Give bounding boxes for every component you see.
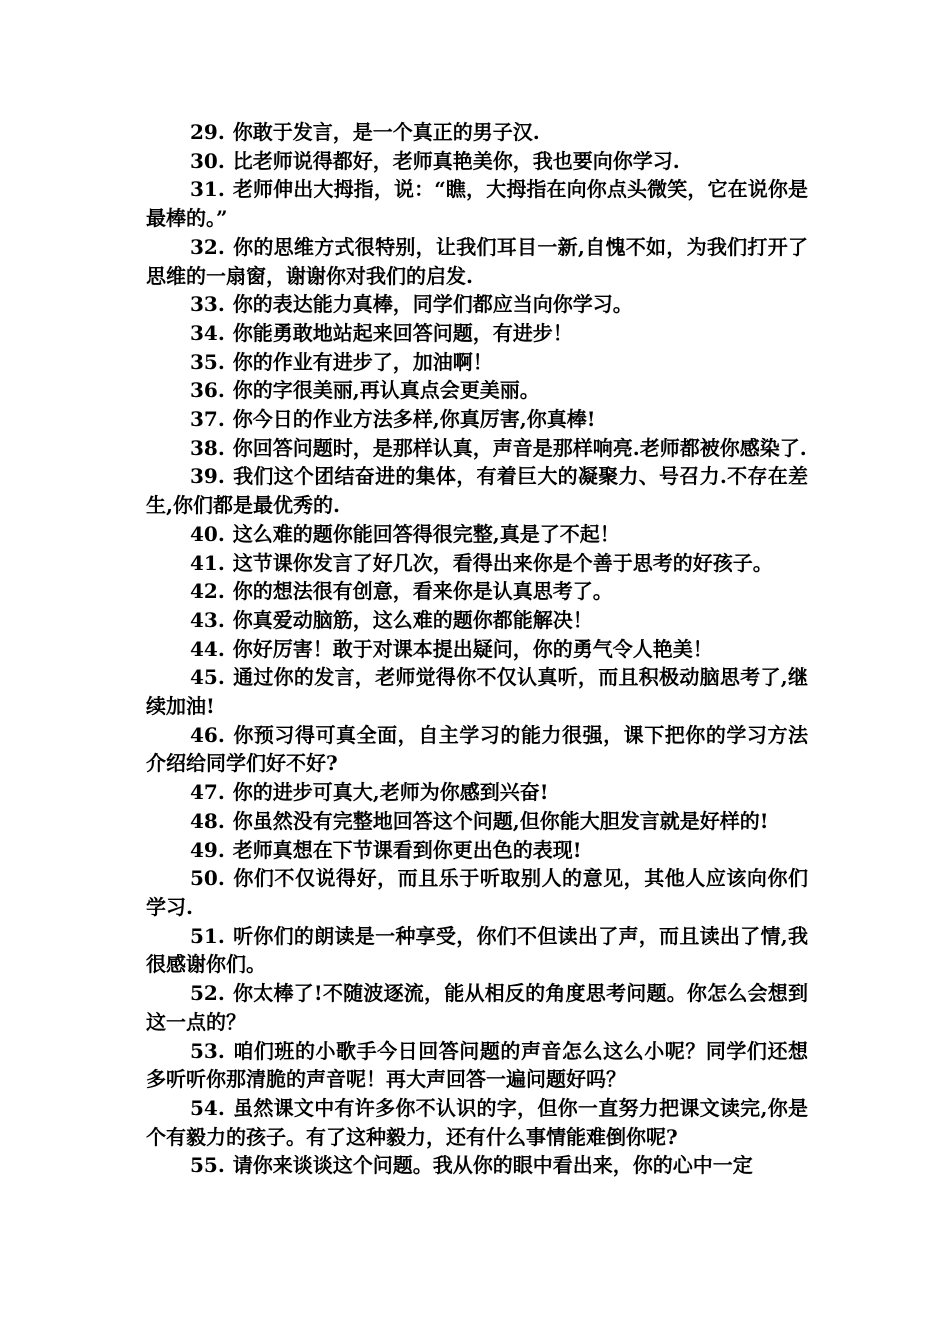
list-item — [146, 979, 808, 1036]
item-number: 41. — [190, 550, 225, 575]
item-text: 这么难的题你能回答得很完整,真是了不起！ — [232, 521, 620, 546]
item-number: 36. — [190, 378, 225, 403]
list-item — [146, 606, 808, 635]
list-item — [146, 405, 808, 434]
list-item — [146, 807, 808, 836]
item-number: 53. — [190, 1038, 225, 1063]
item-text: 老师伸出大拇指，说：“瞧，大拇指在向你点头微笑，它在说你是最棒的。” — [146, 177, 808, 231]
item-text: 你的思维方式很特别，让我们耳目一新,自愧不如，为我们打开了思维的一扇窗，谢谢你对我们的启发. — [146, 234, 808, 288]
item-text: 你的想法很有创意，看来你是认真思考了。 — [232, 579, 613, 604]
list-item — [146, 1094, 808, 1151]
item-text: 你真爱动脑筋，这么难的题你都能解决！ — [232, 607, 593, 632]
item-text: 比老师说得都好，老师真艳美你，我也要向你学习. — [232, 148, 680, 173]
item-text: 你能勇敢地站起来回答问题，有进步！ — [232, 320, 573, 345]
item-number: 35. — [190, 349, 225, 374]
item-number: 54. — [190, 1095, 225, 1120]
item-text: 你预习得可真全面，自主学习的能力很强，课下把你的学习方法介绍给同学们好不好? — [146, 722, 808, 776]
item-text: 你敢于发言，是一个真正的男子汉. — [232, 120, 540, 144]
item-number: 37. — [190, 407, 225, 432]
list-item — [146, 922, 808, 979]
list-item — [146, 118, 808, 147]
item-number: 48. — [190, 808, 225, 833]
item-text: 你虽然没有完整地回答这个问题,但你能大胆发言就是好样的! — [232, 808, 769, 833]
list-item — [146, 462, 808, 519]
item-number: 30. — [190, 148, 225, 173]
item-text: 你回答问题时，是那样认真，声音是那样响亮.老师都被你感染了. — [232, 435, 807, 460]
item-number: 33. — [190, 292, 225, 317]
item-number: 47. — [190, 780, 225, 805]
item-number: 50. — [190, 866, 225, 891]
item-number: 45. — [190, 665, 225, 690]
list-item — [146, 233, 808, 290]
item-number: 29. — [190, 120, 225, 144]
item-text: 你太棒了!不随波逐流，能从相反的角度思考问题。你怎么会想到这一点的？ — [146, 981, 808, 1034]
item-number: 55. — [190, 1153, 225, 1178]
item-text: 你的进步可真大,老师为你感到兴奋! — [232, 780, 549, 805]
item-text: 你们不仅说得好，而且乐于听取别人的意见，其他人应该向你们学习. — [146, 866, 808, 919]
list-item — [146, 864, 808, 921]
list-item — [146, 376, 808, 405]
item-text: 虽然课文中有许多你不认识的字，但你一直努力把课文读完,你是个有毅力的孩子。有了这种毅力，还有什么事情能难倒你呢? — [146, 1095, 808, 1149]
item-number: 32. — [190, 234, 225, 259]
item-number: 42. — [190, 579, 225, 604]
item-number: 38. — [190, 435, 225, 460]
item-number: 40. — [190, 521, 225, 546]
list-item — [146, 434, 808, 463]
list-item — [146, 549, 808, 578]
list-item — [146, 520, 808, 549]
item-number: 43. — [190, 607, 225, 632]
list-item — [146, 175, 808, 232]
item-number: 34. — [190, 320, 225, 345]
item-number: 51. — [190, 923, 225, 948]
list-item — [146, 577, 808, 606]
item-text: 你的字很美丽,再认真点会更美丽。 — [232, 378, 540, 403]
item-number: 31. — [190, 177, 225, 202]
list-item — [146, 1151, 808, 1180]
list-item — [146, 635, 808, 664]
list-item — [146, 348, 808, 377]
item-text: 咱们班的小歌手今日回答问题的声音怎么这么小呢？同学们还想多听听你那清脆的声音呢！再大声回答一遍问题好吗？ — [146, 1038, 808, 1092]
list-item — [146, 836, 808, 865]
item-text: 你的表达能力真棒，同学们都应当向你学习。 — [232, 292, 633, 317]
item-number: 46. — [190, 722, 225, 747]
item-number: 44. — [190, 636, 225, 661]
item-text: 你今日的作业方法多样,你真厉害,你真棒! — [232, 407, 596, 432]
item-text: 听你们的朗读是一种享受，你们不但读出了声，而且读出了情,我很感谢你们。 — [146, 923, 808, 977]
list-item — [146, 721, 808, 778]
list-item — [146, 778, 808, 807]
item-text: 这节课你发言了好几次，看得出来你是个善于思考的好孩子。 — [232, 550, 773, 575]
list-item — [146, 319, 808, 348]
document-page — [146, 118, 808, 1180]
item-text: 我们这个团结奋进的集体，有着巨大的凝聚力、号召力.不存在差生,你们都是最优秀的. — [146, 464, 808, 518]
item-text: 老师真想在下节课看到你更出色的表现! — [232, 837, 582, 862]
item-text: 通过你的发言，老师觉得你不仅认真听，而且积极动脑思考了,继续加油! — [146, 665, 808, 719]
item-text: 你好厉害！敢于对课本提出疑问，你的勇气令人艳美！ — [232, 636, 713, 661]
list-item — [146, 1037, 808, 1094]
list-item — [146, 663, 808, 720]
item-text: 你的作业有进步了，加油啊！ — [232, 349, 493, 374]
item-text: 请你来谈谈这个问题。我从你的眼中看出来，你的心中一定 — [232, 1153, 753, 1178]
list-item — [146, 147, 808, 176]
item-number: 49. — [190, 837, 225, 862]
list-item — [146, 290, 808, 319]
item-number: 39. — [190, 464, 225, 489]
item-number: 52. — [190, 981, 225, 1006]
